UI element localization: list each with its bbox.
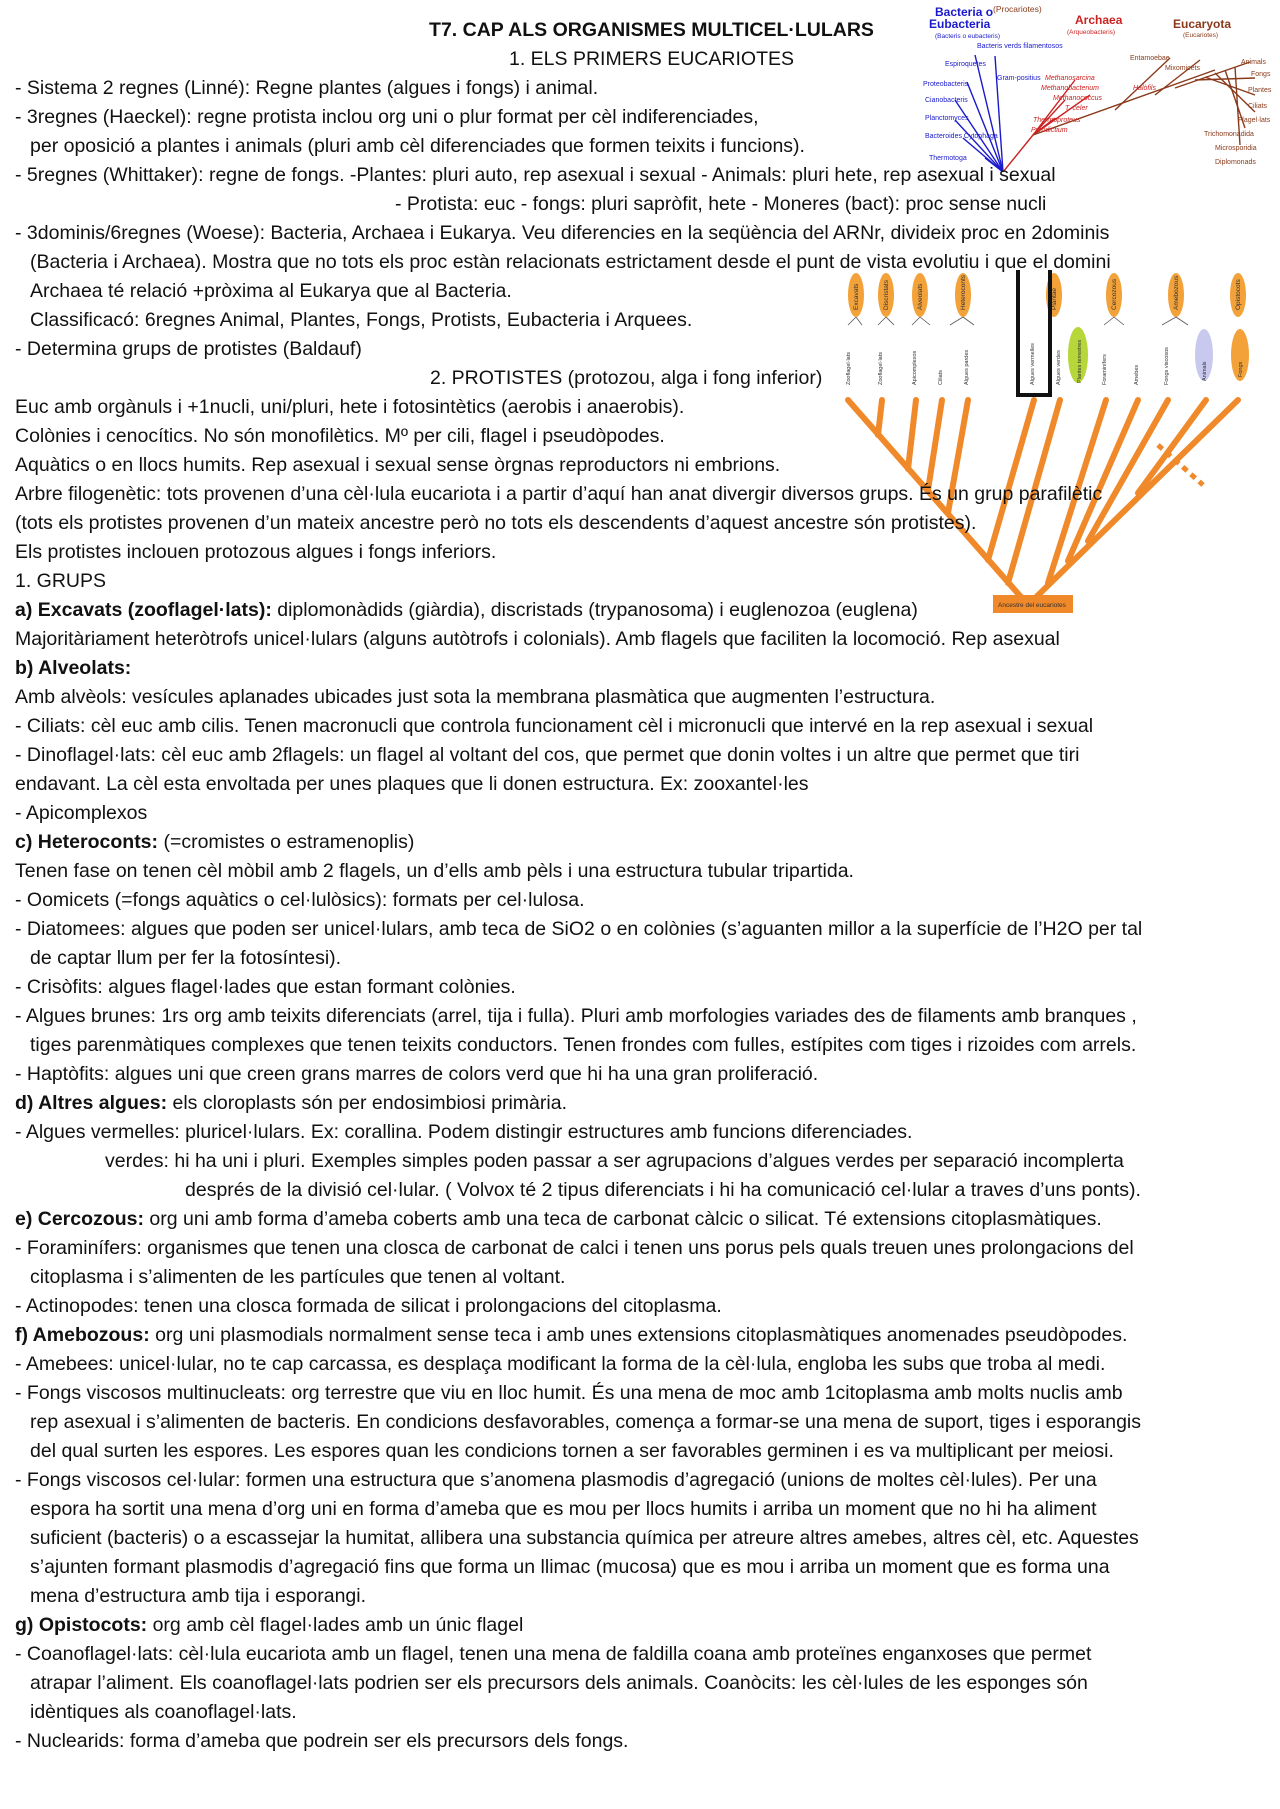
- leaf-label: Cianobacteris: [925, 97, 968, 104]
- text-line: - Algues brunes: 1rs org amb teixits diferenciats (arrel, tija i fulla). Pluri amb morfologies variades des de filaments amb branques ,: [15, 1005, 1137, 1027]
- leaf-label: Entamoebae: [1130, 55, 1170, 62]
- archaea-label: Archaea: [1075, 13, 1123, 27]
- leaf-label: Mixomicets: [1165, 65, 1201, 72]
- page-title: T7. CAP ALS ORGANISMES MULTICEL·LULARS: [429, 19, 874, 41]
- leaf-label: Animals: [1241, 59, 1266, 66]
- text-line: (Bacteria i Archaea). Mostra que no tots els proc estàn relacionats estrictament desde el punt de vista evolutiu i que el domini: [30, 251, 1111, 273]
- text-line: - Determina grups de protistes (Baldauf): [15, 338, 362, 360]
- leaf-label: Pyrodictium: [1031, 127, 1068, 134]
- leaf-label: Diplomonads: [1215, 159, 1256, 166]
- group-label: Alveolats: [917, 283, 924, 310]
- text-line: - Crisòfits: algues flagel·lades que estan formant colònies.: [15, 976, 516, 998]
- leaf-label: Fongs viscosos: [1164, 347, 1170, 385]
- root-label: Ancestre del eucariotes: [998, 602, 1066, 609]
- section-heading-1: 1. ELS PRIMERS EUCARIOTES: [509, 48, 794, 70]
- text-line: (tots els protistes provenen d’un mateix ancestre però no tots els descendents d’aquest ancestre són protistes).: [15, 512, 977, 534]
- leaf-label: Bacteroides Cytophaga: [925, 133, 998, 140]
- leaf-label: Bacteris verds filamentosos: [977, 43, 1063, 50]
- group-a-title: a) Excavats (zooflagel·lats):: [15, 599, 272, 621]
- text-line: rep asexual i s’alimenten de bacteris. En condicions desfavorables, comença a formar-se una mena de suport, tiges i esporangis: [30, 1411, 1142, 1433]
- group-d-text: els cloroplasts són per endosimbiosi primària.: [167, 1092, 567, 1114]
- group-label: Plantae: [1051, 287, 1058, 310]
- section-heading-2: 2. PROTISTES (protozou, alga i fong inferior): [430, 367, 823, 389]
- text-line: Euc amb orgànuls i +1nucli, uni/pluri, hete i fotosintètics (aerobis i anaerobis).: [15, 396, 685, 418]
- leaf-label: Zooflagel·lats: [846, 351, 852, 385]
- leaf-label: Trichomonadida: [1204, 131, 1254, 138]
- eucarya-sub-label: (Eucariotes): [1183, 32, 1219, 39]
- group-c-title: c) Heteroconts:: [15, 831, 159, 853]
- group-label: Cercozous: [1111, 278, 1118, 310]
- document-body: [15, 16, 1260, 1756]
- procariotes-label: (Procariotes): [993, 4, 1042, 14]
- group-g-heading: [15, 1611, 1260, 1640]
- group-d-title: d) Altres algues:: [15, 1092, 168, 1114]
- leaf-label: Gram-positius: [997, 75, 1041, 82]
- leaf-label: Ciliats: [938, 370, 944, 385]
- group-e-heading: [15, 1205, 1260, 1234]
- leaf-label: Thermotoga: [929, 155, 967, 162]
- leaf-label: Methanosarcina: [1045, 75, 1095, 82]
- group-g-title: g) Opistocots:: [15, 1614, 148, 1636]
- text-line: - Fongs viscosos cel·lular: formen una estructura que s’anomena plasmodis d’agregació (unions de moltes cèl·lules). Per una: [15, 1469, 1097, 1491]
- text-line: - Diatomees: algues que poden ser unicel·lulars, amb teca de SiO2 o en colònies (s’aguanten millor a la superfície de l’H2O per tal: [15, 918, 1143, 940]
- leaf-label: Foraminífers: [1102, 354, 1108, 385]
- leaf-label: Algues pardes: [964, 349, 970, 385]
- group-b-title: b) Alveolats:: [15, 657, 132, 679]
- text-line: - Coanoflagel·lats: cèl·lula eucariota amb un flagel, tenen una mena de faldilla coana amb proteïnes enganxoses que permet: [15, 1643, 1092, 1665]
- group-f-title: f) Amebozous:: [15, 1324, 150, 1346]
- bacteria-sub-label: (Bacteris o eubacteris): [935, 33, 1001, 40]
- group-label: Discristats: [883, 280, 890, 310]
- eucarya-label: Eucaryota: [1173, 17, 1232, 31]
- text-line: - Protista: euc - fongs: pluri sapròfit, hete - Moneres (bact): proc sense nucli: [395, 193, 1047, 215]
- text-line: - Nuclearids: forma d’ameba que podrein ser els precursors dels fongs.: [15, 1730, 629, 1752]
- text-line: després de la divisió cel·lular. ( Volvox té 2 tipus diferenciats i hi ha comunicació cel·lular a traves d’uns ponts).: [185, 1179, 1141, 1201]
- group-a-heading: [15, 596, 1260, 625]
- text-line: Archaea té relació +pròxima al Eukarya que al Bacteria.: [30, 280, 512, 302]
- text-line: - Actinopodes: tenen una closca formada de silicat i prolongacions del citoplasma.: [15, 1295, 722, 1317]
- text-line: - 5regnes (Whittaker): regne de fongs. -Plantes: pluri auto, rep asexual i sexual - Animals: pluri hete, rep asexual i sexual: [15, 164, 1056, 186]
- text-line: - Fongs viscosos multinucleats: org terrestre que viu en lloc humit. És una mena de moc amb 1citoplasma amb molts nuclis amb: [15, 1382, 1123, 1404]
- group-label: Opistocots: [1235, 279, 1242, 310]
- leaf-label: Plantes: [1248, 87, 1272, 94]
- leaf-label: Methanobacterium: [1041, 85, 1099, 92]
- leaf-label: Ciliats: [1248, 103, 1268, 110]
- eubacteria-label: Eubacteria: [929, 17, 991, 31]
- group-e-text: org uni amb forma d’ameba coberts amb una teca de carbonat càlcic o silicat. Té extensions citoplasmàtiques.: [143, 1208, 1102, 1230]
- leaf-label: Animals: [1202, 361, 1208, 381]
- text-line: idèntiques als coanoflagel·lats.: [30, 1701, 297, 1723]
- leaf-label: Proteobacteris: [923, 81, 969, 88]
- leaf-label: Fongs: [1251, 71, 1271, 78]
- text-line: s’ajunten formant plasmodis d’agregació fins que forma un llimac (mucosa) que es mou i arriba un moment que es forma una: [30, 1556, 1110, 1578]
- text-line: endavant. La cèl esta envoltada per unes plaques que li donen estructura. Ex: zooxantel·les: [15, 773, 809, 795]
- group-g-text: org amb cèl flagel·lades amb un únic flagel: [147, 1614, 524, 1636]
- leaf-label: Halòfils: [1133, 85, 1156, 92]
- text-line: - 3dominis/6regnes (Woese): Bacteria, Archaea i Eukarya. Veu diferencies en la seqüència del ARNr, divideix proc en 2dominis: [15, 222, 1110, 244]
- text-line: - Sistema 2 regnes (Linné): Regne plantes (algues i fongs) i animal.: [15, 77, 599, 99]
- text-line: Arbre filogenètic: tots provenen d’una cèl·lula eucariota i a partir d’aquí han anat divergir diversos grups. És un grup parafilètic: [15, 483, 1103, 505]
- leaf-label: Planctomyces: [925, 115, 969, 122]
- text-line: Classificacó: 6regnes Animal, Plantes, Fongs, Protists, Eubacteria i Arquees.: [30, 309, 693, 331]
- group-f-heading: [15, 1321, 1260, 1350]
- group-d-heading: [15, 1089, 1260, 1118]
- leaf-label: Zooflagel·lats: [878, 351, 884, 385]
- text-line: - Oomicets (=fongs aquàtics o cel·lulòsics): formats per cel·lulosa.: [15, 889, 585, 911]
- text-line: Tenen fase on tenen cèl mòbil amb 2 flagels, un d’ells amb pèls i una estructura tubular tripartida.: [15, 860, 854, 882]
- leaf-label: T. celer: [1065, 105, 1088, 112]
- text-line: suficient (bacteris) o a escassejar la humitat, allibera una substancia química per atreure altres amebes, altres cèl, etc. Aquestes: [30, 1527, 1139, 1549]
- group-label: Amebozous: [1173, 275, 1180, 310]
- group-label: Heteroconts: [960, 274, 967, 310]
- bacteria-label: Bacteria o: [935, 5, 994, 19]
- leaf-label: Amebes: [1134, 364, 1140, 385]
- group-b-heading: [15, 654, 1260, 683]
- leaf-label: Apicomplexos: [912, 350, 918, 385]
- leaf-label: Algues verdes: [1056, 350, 1062, 385]
- text-line: Majoritàriament heteròtrofs unicel·lulars (alguns autòtrofs i colonials). Amb flagels que faciliten la locomoció. Rep asexual: [15, 628, 1060, 650]
- text-line: - 3regnes (Haeckel): regne protista inclou org uni o plur format per cèl indiferenciades,: [15, 106, 759, 128]
- text-line: citoplasma i s’alimenten de les partícules que tenen al voltant.: [30, 1266, 566, 1288]
- text-line: - Haptòfits: algues uni que creen grans marres de colors verd que hi ha una gran proliferació.: [15, 1063, 819, 1085]
- text-line: verdes: hi ha uni i pluri. Exemples simples poden passar a ser agrupacions d’algues verdes per separació incomplerta: [105, 1150, 1124, 1172]
- text-line: - Foraminífers: organismes que tenen una closca de carbonat de calci i tenen uns porus pels quals treuen unes prolongacions del: [15, 1237, 1134, 1259]
- text-line: Colònies i cenocítics. No són monofilètics. Mº per cili, flagel i pseudòpodes.: [15, 425, 665, 447]
- text-line: - Apicomplexos: [15, 802, 148, 824]
- leaf-label: Flagel·lats: [1238, 117, 1271, 124]
- group-f-text: org uni plasmodials normalment sense teca i amb unes extensions citoplasmàtiques anomenades pseudòpodes.: [149, 1324, 1128, 1346]
- text-line: espora ha sortit una mena d’org uni en forma d’ameba que es mou per llocs humits i arriba un moment que no hi ha aliment: [30, 1498, 1097, 1520]
- group-a-text: diplomonàdids (giàrdia), discristads (trypanosoma) i euglenozoa (euglena): [271, 599, 918, 621]
- leaf-label: Fongs: [1238, 361, 1244, 377]
- text-line: - Ciliats: cèl euc amb cilis. Tenen macronucli que controla funcionament cèl i micronucli que intervé en la rep asexual i sexual: [15, 715, 1094, 737]
- text-line: mena d’estructura amb tija i esporangi.: [30, 1585, 367, 1607]
- text-line: 1. GRUPS: [15, 570, 107, 592]
- leaf-label: Plantes terrestres: [1077, 339, 1083, 383]
- text-line: atrapar l’aliment. Els coanoflagel·lats podrien ser els precursors dels animals. Coanòcits: les cèl·lules de les esponges són: [30, 1672, 1088, 1694]
- text-line: - Amebees: unicel·lular, no te cap carcassa, es desplaça modificant la forma de la cèl·lula, engloba les subs que troba al medi.: [15, 1353, 1106, 1375]
- text-line: Els protistes inclouen protozous algues i fongs inferiors.: [15, 541, 497, 563]
- leaf-label: Methanococcus: [1053, 95, 1103, 102]
- title-block: [15, 16, 1260, 74]
- leaf-label: Microsporidia: [1215, 145, 1257, 152]
- leaf-label: Algues vermelles: [1030, 343, 1036, 385]
- text-line: per oposició a plantes i animals (pluri amb cèl diferenciades que formen teixits i funcions).: [30, 135, 805, 157]
- group-e-title: e) Cercozous:: [15, 1208, 144, 1230]
- text-line: del qual surten les espores. Les espores quan les condicions tornen a ser favorables germinen i es va multiplicant per meiosi.: [30, 1440, 1114, 1462]
- text-line: Aquàtics o en llocs humits. Rep asexual i sexual sense òrgnas reproductors ni embrions.: [15, 454, 781, 476]
- text-line: de captar llum per fer la fotosíntesi).: [30, 947, 342, 969]
- text-line: Amb alvèols: vesícules aplanades ubicades just sota la membrana plasmàtica que augmenten l’estructura.: [15, 686, 936, 708]
- text-line: - Algues vermelles: pluricel·lulars. Ex: corallina. Podem distingir estructures amb funcions diferenciades.: [15, 1121, 913, 1143]
- leaf-label: Thermoproteus: [1033, 117, 1081, 124]
- text-line: - Dinoflagel·lats: cèl euc amb 2flagels: un flagel al voltant del cos, que permet que donin voltes i un altre que permet que tiri: [15, 744, 1080, 766]
- leaf-label: Espiroquetes: [945, 61, 986, 68]
- group-label: Excavats: [853, 283, 860, 310]
- text-line: tiges parenmàtiques complexes que tenen teixits conductors. Tenen frondes com fulles, estípites com tiges i rizoides com arrels.: [30, 1034, 1137, 1056]
- archaea-sub-label: (Arqueobacteris): [1067, 29, 1116, 36]
- group-c-text: (=cromistes o estramenoplis): [158, 831, 415, 853]
- group-c-heading: [15, 828, 1260, 857]
